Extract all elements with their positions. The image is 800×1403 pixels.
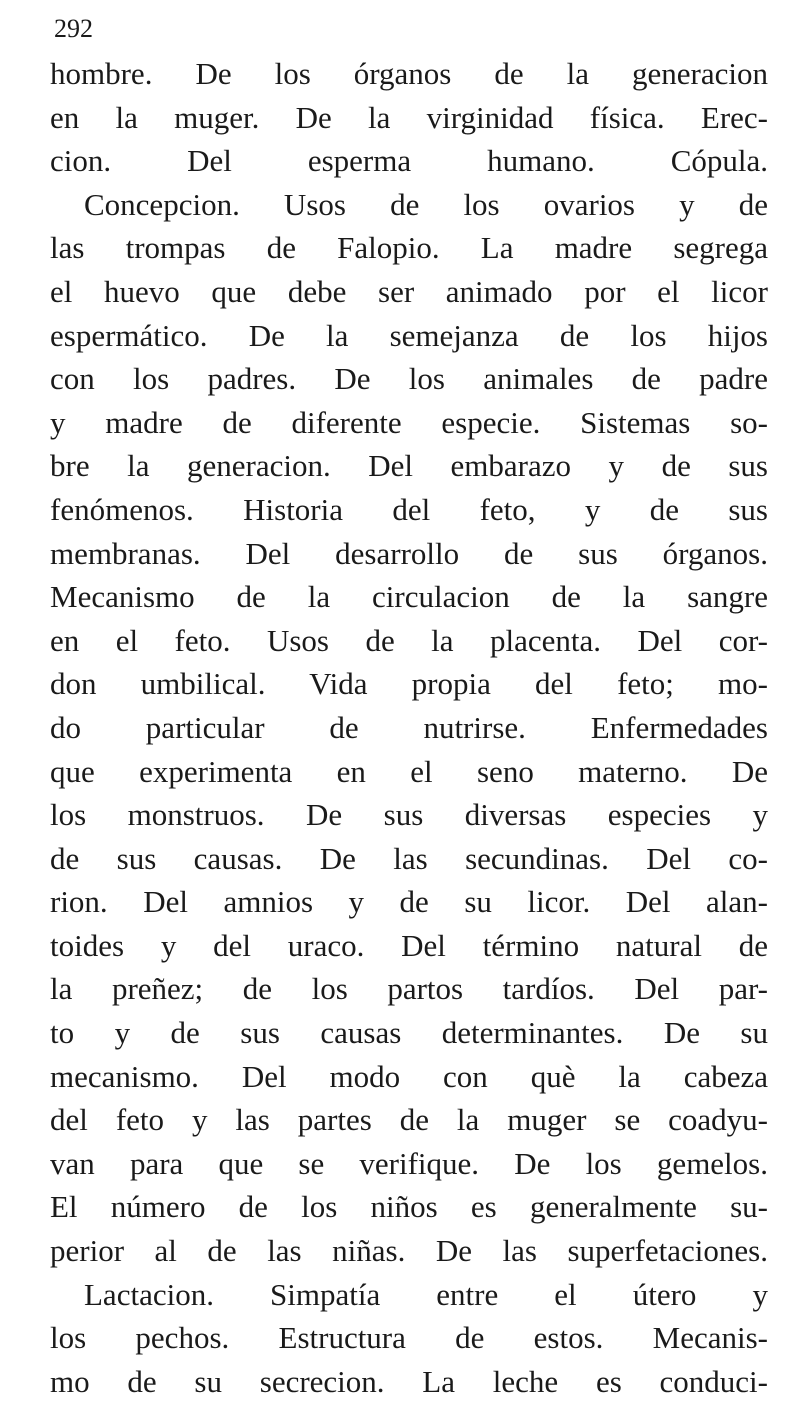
text-line: membranas. Del desarrollo de sus órganos. <box>50 535 768 571</box>
text-line: perior al de las niñas. De las superfetaciones. <box>50 1233 768 1269</box>
text-line: y madre de diferente especie. Sistemas so- <box>50 404 768 440</box>
text-line: mo de su secrecion. La leche es conduci- <box>50 1363 768 1399</box>
text-line: El número de los niños es generalmente su- <box>50 1189 768 1225</box>
text-line: del feto y las partes de la muger se coadyu- <box>50 1102 768 1138</box>
text-line: los monstruos. De sus diversas especies y <box>50 797 768 833</box>
text-line: rion. Del amnios y de su licor. Del alan- <box>50 884 768 920</box>
text-line: bre la generacion. Del embarazo y de sus <box>50 448 768 484</box>
page-number: 292 <box>54 14 93 43</box>
text-line: los pechos. Estructura de estos. Mecanis- <box>50 1320 768 1356</box>
body-text <box>50 52 768 1403</box>
text-line: Concepcion. Usos de los ovarios y de <box>84 186 768 222</box>
text-line: do particular de nutrirse. Enfermedades <box>50 709 768 745</box>
text-line: que experimenta en el seno materno. De <box>50 753 768 789</box>
text-line: Mecanismo de la circulacion de la sangre <box>50 579 768 615</box>
text-line: en la muger. De la virginidad física. Erec- <box>50 99 768 135</box>
text-line: en el feto. Usos de la placenta. Del cor- <box>50 622 768 658</box>
text-line: mecanismo. Del modo con què la cabeza <box>50 1058 768 1094</box>
text-line: las trompas de Falopio. La madre segrega <box>50 230 768 266</box>
text-line: con los padres. De los animales de padre <box>50 361 768 397</box>
text-line: hombre. De los órganos de la generacion <box>50 56 768 91</box>
text-line: espermático. De la semejanza de los hijos <box>50 317 768 353</box>
text-line: fenómenos. Historia del feto, y de sus <box>50 491 768 527</box>
text-line: toides y del uraco. Del término natural de <box>50 927 768 963</box>
text-line: de sus causas. De las secundinas. Del co- <box>50 840 768 876</box>
text-line: el huevo que debe ser animado por el licor <box>50 273 768 309</box>
text-line: don umbilical. Vida propia del feto; mo- <box>50 666 768 702</box>
text-line: to y de sus causas determinantes. De su <box>50 1015 768 1051</box>
text-line: cion. Del esperma humano. Cópula. <box>50 143 768 179</box>
text-line: Lactacion. Simpatía entre el útero y <box>84 1276 768 1312</box>
text-line: van para que se verifique. De los gemelos. <box>50 1145 768 1181</box>
text-line: la preñez; de los partos tardíos. Del par- <box>50 971 768 1007</box>
